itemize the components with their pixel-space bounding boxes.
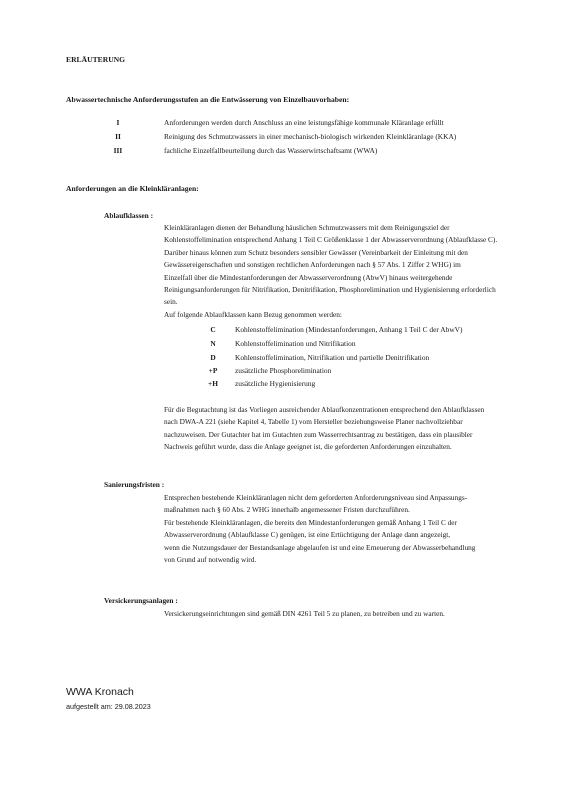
level-code: III [113, 146, 123, 155]
level-text: Anforderungen werden durch Anschluss an eine leistungsfähige kommunale Kläranlage erfüllt [164, 118, 444, 127]
text-line: wenn die Nutzungsdauer der Bestandsanlage abgelaufen ist und eine Erneuerung der Abwasserbehandlung [164, 542, 476, 552]
text-line: Nachweis geführt wurde, dass die Anlage geeignet ist, die geforderten Anforderungen einzuhalten. [164, 442, 452, 452]
text-line: nachzuweisen. Der Gutachter hat im Gutachten zum Wasserrechtsantrag zu bestätigen, dass ein plausibler [164, 429, 473, 439]
office-name: WWA Kronach [66, 686, 134, 698]
creation-date: aufgestellt am: 29.08.2023 [66, 702, 151, 711]
level-code: II [115, 132, 121, 141]
class-code: N [210, 339, 216, 348]
class-text: zusätzliche Phosphorelimination [235, 366, 332, 375]
class-code: D [210, 353, 216, 362]
level-code: I [116, 118, 120, 127]
text-line: Reinigungsanforderungen für Nitrifikation, Denitrifikation, Phosphorelimination und Hygienisierung erforderlich [164, 285, 496, 295]
sanierung-paragraph [164, 492, 475, 566]
text-line: sein. [164, 297, 178, 307]
text-line: Versickerungseinrichtungen sind gemäß DIN 4261 Teil 5 zu planen, zu betreiben und zu warten. [164, 609, 445, 618]
text-line: Für die Begutachtung ist das Vorliegen ausreichender Ablaufkonzentrationen entsprechend den Ablaufklassen [164, 405, 485, 414]
class-code: C [210, 325, 216, 334]
class-text: Kohlenstoffelimination (Mindestanforderungen, Anhang 1 Teil C der AbwV) [235, 325, 463, 334]
text-line: Einzelfall über die Mindestanforderungen der Abwasserverordnung (AbwV) hinaus weitergehende [164, 272, 453, 282]
level-text: fachliche Einzelfallbeurteilung durch das Wasserwirtschaftsamt (WWA) [164, 146, 378, 155]
versickerung-paragraph [164, 608, 445, 620]
level-text: Reinigung des Schmutzwassers in einer mechanisch-biologisch wirkenden Kleinkläranlage (KKA) [164, 132, 457, 141]
section2-title: Anforderungen an die Kleinkläranlagen: [66, 184, 199, 193]
class-text: zusätzliche Hygienisierung [235, 379, 316, 388]
class-code: +H [208, 379, 218, 388]
text-line: Kohlenstoffelimination entsprechend Anhang 1 Teil C Größenklasse 1 der Abwasserverordnung (Ablaufklasse C). [164, 235, 498, 245]
text-line: Gewässereigenschaften und sonstigen rechtlichen Anforderungen nach § 57 Abs. 1 Ziffer 2 WHG) im [164, 260, 461, 270]
text-line: Entsprechen bestehende Kleinkläranlagen nicht dem geforderten Anforderungsniveau sind Anpassungs- [164, 493, 468, 502]
text-line: Auf folgende Ablaufklassen kann Bezug genommen werden: [164, 309, 342, 319]
text-line: nach DWA-A 221 (siehe Kapitel 4, Tabelle 1) vom Hersteller beziehungsweise Planer nachvollziehbar [164, 417, 463, 427]
text-line: Für bestehende Kleinkläranlagen, die bereits den Mindestanforderungen gemäß Anhang 1 Teil C der [164, 517, 457, 527]
text-line: Kleinkläranlagen dienen der Behandlung häuslichen Schmutzwassers mit dem Reinigungsziel der [164, 223, 450, 232]
text-line: von Grund auf notwendig wird. [164, 555, 257, 565]
sanierung-title: Sanierungsfristen : [104, 480, 165, 489]
ablauf-note-paragraph [164, 404, 484, 454]
document-heading: ERLÄUTERUNG [66, 55, 126, 64]
class-code: +P [208, 366, 218, 375]
text-line: Darüber hinaus können zum Schutz besonders sensibler Gewässer (Vereinbarkeit der Einleitung mit den [164, 247, 468, 257]
versickerung-title: Versickerungsanlagen : [104, 596, 178, 605]
ablauf-title: Ablaufklassen : [104, 211, 154, 220]
text-line: maßnahmen nach § 60 Abs. 2 WHG innerhalb angemessener Fristen durchzuführen. [164, 505, 410, 515]
text-line: Abwasserverordnung (Ablaufklasse C) genügen, ist eine Ertüchtigung der Anlage dann angezeigt, [164, 530, 451, 540]
section1-title: Abwassertechnische Anforderungsstufen an die Entwässerung von Einzelbauvorhaben: [66, 95, 350, 104]
class-text: Kohlenstoffelimination, Nitrifikation und partielle Denitrifikation [235, 353, 430, 362]
class-text: Kohlenstoffelimination und Nitrifikation [235, 339, 356, 348]
ablauf-paragraph [164, 222, 497, 321]
